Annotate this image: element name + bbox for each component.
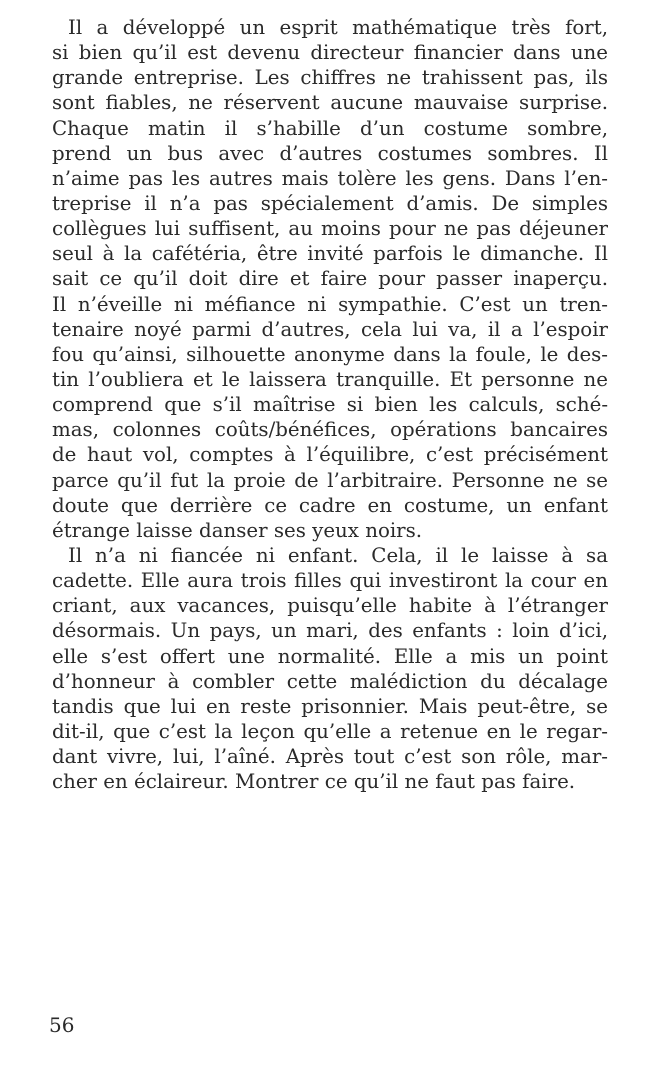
text-line: étrange laisse danser ses yeux noirs.: [52, 518, 423, 542]
text-line: cadette. Elle aura trois filles qui investiront la cour en: [52, 569, 608, 593]
text-line: dant vivre, lui, l’aîné. Après tout c’est son rôle, mar-: [52, 745, 608, 769]
text-line: dit-il, que c’est la leçon qu’elle a retenue en le regar-: [52, 719, 608, 743]
text-line: criant, aux vacances, puisqu’elle habite à l’étranger: [52, 594, 608, 618]
text-line: fou qu’ainsi, silhouette anonyme dans la foule, le des-: [52, 342, 608, 366]
text-line: cher en éclaireur. Montrer ce qu’il ne faut pas faire.: [52, 770, 576, 794]
text-line: sont fiables, ne réservent aucune mauvaise surprise.: [52, 91, 608, 115]
text-line: grande entreprise. Les chiffres ne trahissent pas, ils: [52, 66, 608, 90]
text-line: treprise il n’a pas spécialement d’amis. De simples: [52, 191, 608, 215]
text-line: Il a développé un esprit mathématique très fort,: [68, 16, 608, 39]
text-line: si bien qu’il est devenu directeur financier dans une: [52, 41, 608, 65]
text-line: tenaire noyé parmi d’autres, cela lui va, il a l’espoir: [52, 317, 608, 341]
text-line: elle s’est offert une normalité. Elle a mis un point: [52, 644, 608, 668]
body-text: [52, 15, 608, 794]
text-line: de haut vol, comptes à l’équilibre, c’est précisément: [52, 443, 608, 467]
text-line: seul à la cafétéria, être invité parfois le dimanche. Il: [52, 242, 608, 266]
text-line: collègues lui suffisent, au moins pour ne pas déjeuner: [52, 217, 608, 241]
paragraph-2: [52, 543, 608, 794]
text-line: sait ce qu’il doit dire et faire pour passer inaperçu.: [52, 267, 608, 291]
text-line: Il n’éveille ni méfiance ni sympathie. C’est un tren-: [52, 292, 608, 316]
page-number: 56: [49, 1013, 75, 1037]
paragraph-1: [52, 15, 608, 543]
text-line: doute que derrière ce cadre en costume, un enfant: [52, 493, 608, 517]
text-line: tin l’oubliera et le laissera tranquille. Et personne ne: [52, 367, 608, 391]
text-line: parce qu’il fut la proie de l’arbitraire. Personne ne se: [52, 468, 608, 492]
text-line: tandis que lui en reste prisonnier. Mais peut-être, se: [52, 694, 608, 718]
text-line: mas, colonnes coûts/bénéfices, opérations bancaires: [52, 418, 608, 442]
text-line: désormais. Un pays, un mari, des enfants : loin d’ici,: [52, 619, 608, 643]
text-line: d’honneur à combler cette malédiction du décalage: [52, 669, 608, 693]
text-line: prend un bus avec d’autres costumes sombres. Il: [52, 141, 608, 165]
text-line: comprend que s’il maîtrise si bien les calculs, sché-: [52, 393, 608, 417]
text-line: n’aime pas les autres mais tolère les gens. Dans l’en-: [52, 166, 608, 190]
text-line: Il n’a ni fiancée ni enfant. Cela, il le laisse à sa: [68, 543, 608, 567]
text-line: Chaque matin il s’habille d’un costume sombre,: [52, 116, 608, 140]
